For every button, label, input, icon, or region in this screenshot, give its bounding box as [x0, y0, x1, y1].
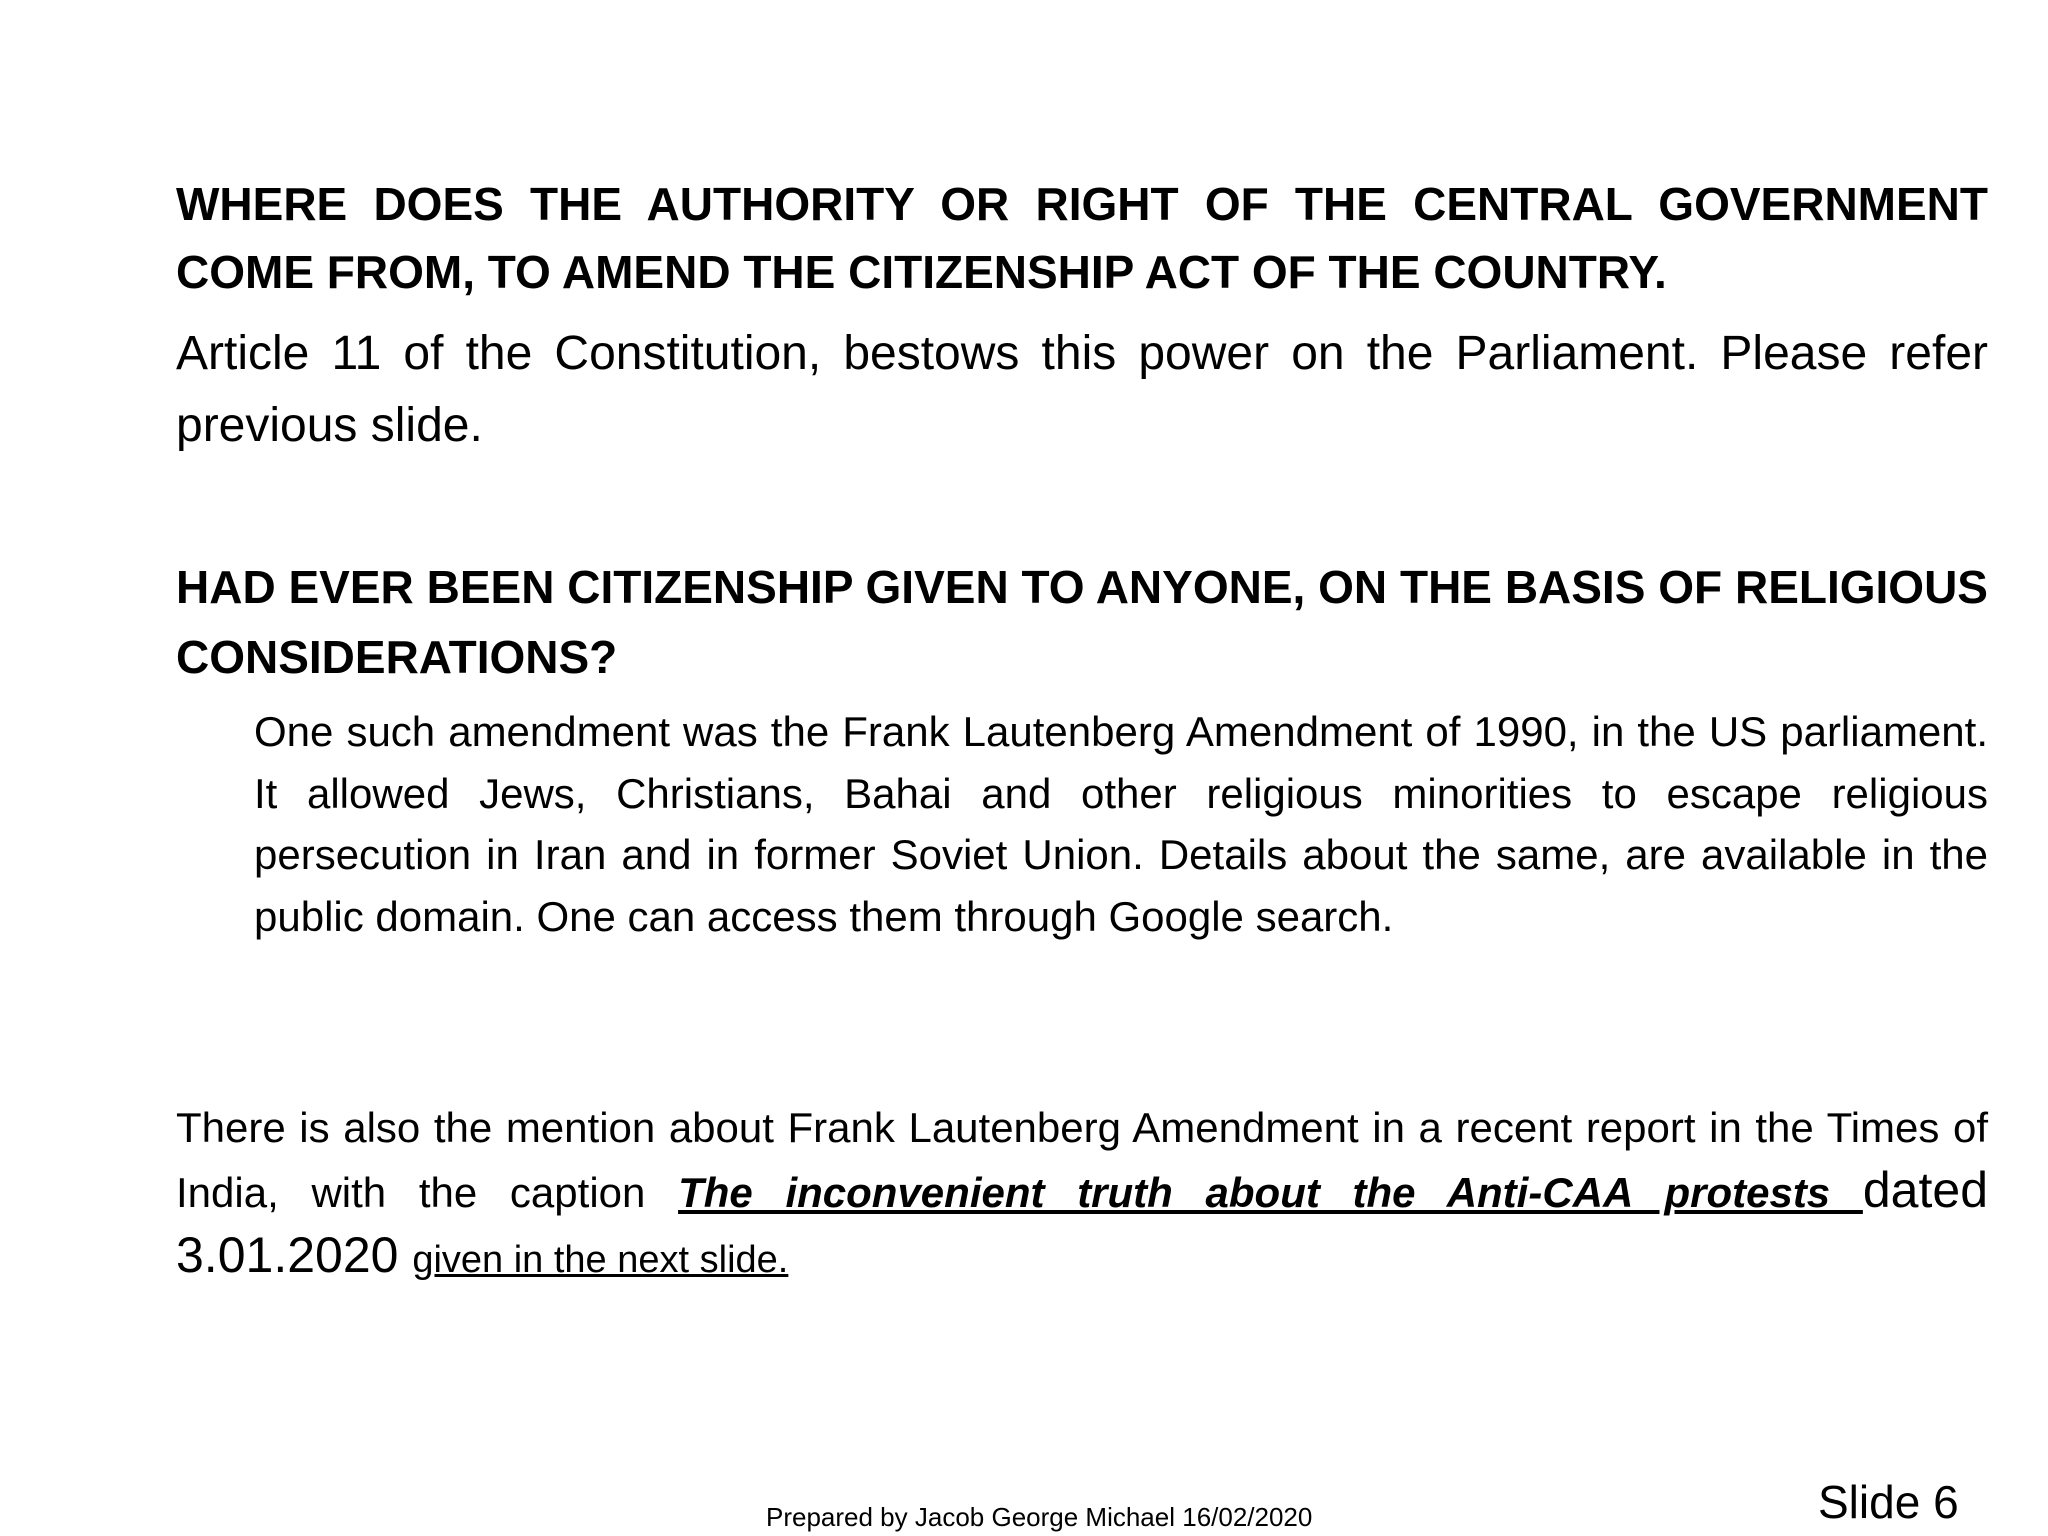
- times-of-india-intro: There is also the mention about Frank Lautenberg Amendment in a recent report in the Times of India, with the caption: [176, 1104, 1988, 1216]
- article-date: dated 3.01.2020: [176, 1162, 1988, 1283]
- answer-article-11: Article 11 of the Constitution, bestows this power on the Parliament. Please refer previous slide.: [176, 327, 1988, 452]
- answer-lautenberg-amendment: One such amendment was the Frank Lautenberg Amendment of 1990, in the US parliament. It allowed Jews, Christians, Bahai and other religious minorities to escape religious persecution in Iran and in former Soviet Union. Details about the same, are available in the public domain. One can access them through Google search.: [254, 708, 1988, 940]
- slide-number: Slide 6: [1818, 1476, 1959, 1528]
- answer-times-of-india: [176, 1097, 1988, 1291]
- question-heading-religious-citizenship: HAD EVER BEEN CITIZENSHIP GIVEN TO ANYONE, ON THE BASIS OF RELIGIOUS CONSIDERATIONS?: [176, 561, 1988, 683]
- question-heading-authority: WHERE DOES THE AUTHORITY OR RIGHT OF THE CENTRAL GOVERNMENT COME FROM, TO AMEND THE CITIZENSHIP ACT OF THE COUNTRY.: [176, 178, 1988, 298]
- next-slide-link[interactable]: given in the next slide.: [412, 1239, 789, 1281]
- footer-credit: Prepared by Jacob George Michael 16/02/2020: [766, 1502, 1313, 1532]
- article-caption-link[interactable]: The inconvenient truth about the Anti-CAA protests: [678, 1169, 1863, 1216]
